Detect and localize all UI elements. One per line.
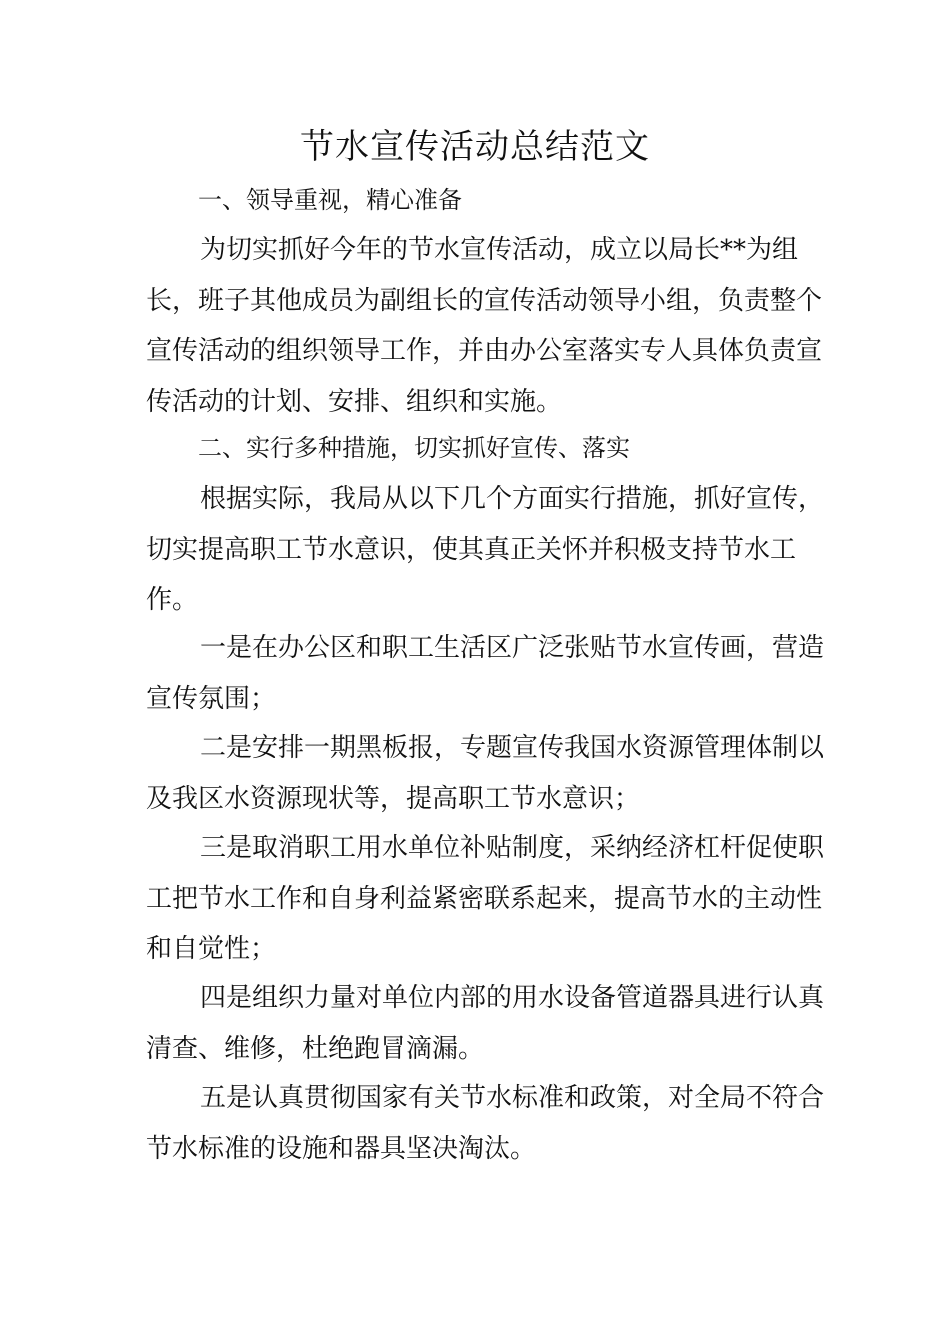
measure-3-paragraph: 三是取消职工用水单位补贴制度，采纳经济杠杆促使职工把节水工作和自身利益紧密联系起来，提高节水的主动性和自觉性； xyxy=(146,833,825,964)
section-1-heading: 一、领导重视，精心准备 xyxy=(198,186,462,214)
measure-5-paragraph: 五是认真贯彻国家有关节水标准和政策，对全局不符合节水标准的设施和器具坚决淘汰。 xyxy=(146,1083,825,1164)
document-title: 节水宣传活动总结范文 xyxy=(300,127,650,167)
section-2-intro-paragraph: 根据实际，我局从以下几个方面实行措施，抓好宣传，切实提高职工节水意识，使其真正关怀并积极支持节水工作。 xyxy=(146,484,825,615)
measure-1-paragraph: 一是在办公区和职工生活区广泛张贴节水宣传画，营造宣传氛围； xyxy=(146,633,825,714)
section-2-heading: 二、实行多种措施，切实抓好宣传、落实 xyxy=(198,434,630,462)
measure-2-paragraph: 二是安排一期黑板报，专题宣传我国水资源管理体制以及我区水资源现状等，提高职工节水意识； xyxy=(146,733,825,814)
measure-4-paragraph: 四是组织力量对单位内部的用水设备管道器具进行认真清查、维修，杜绝跑冒滴漏。 xyxy=(146,983,825,1064)
section-1-paragraph: 为切实抓好今年的节水宣传活动，成立以局长**为组长，班子其他成员为副组长的宣传活动领导小组，负责整个宣传活动的组织领导工作，并由办公室落实专人具体负责宣传活动的计划、安排、组织和实施。 xyxy=(146,235,823,417)
